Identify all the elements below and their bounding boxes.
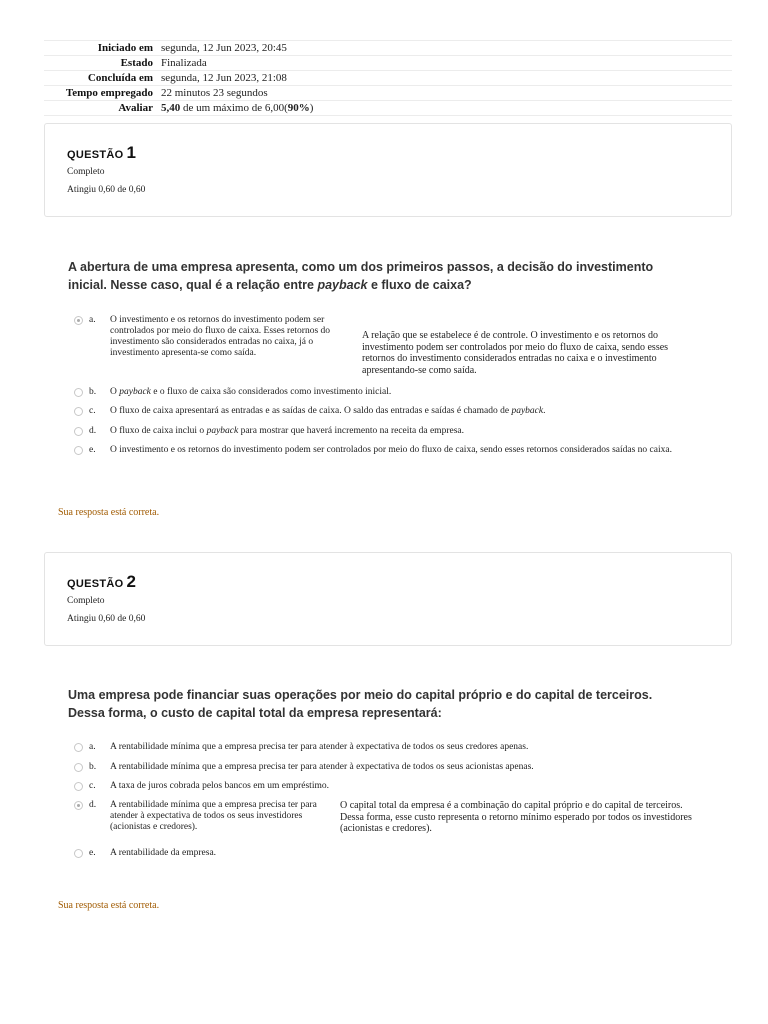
question-label: QUESTÃO	[67, 149, 124, 161]
summary-row	[44, 101, 732, 116]
question-number: 1	[126, 143, 137, 162]
grade-percent: 90%	[287, 102, 310, 114]
radio-button[interactable]	[74, 763, 83, 772]
radio-button[interactable]	[74, 388, 83, 397]
question-2-text: Uma empresa pode financiar suas operações por meio do capital próprio e do capital de terceiros. Dessa forma, o custo de capital total da empresa representará:	[68, 688, 653, 720]
question-grade: Atingiu 0,60 de 0,60	[67, 185, 146, 195]
radio-button[interactable]	[74, 446, 83, 455]
summary-value: Finalizada	[157, 56, 732, 71]
answer-text: O payback e o fluxo de caixa são considerados como investimento inicial.	[110, 387, 392, 397]
grade-max: de um máximo de 6,00(	[180, 102, 288, 114]
answer-text: A rentabilidade mínima que a empresa precisa ter para atender à expectativa de todos os seus credores apenas.	[110, 742, 529, 752]
answer-letter: e.	[89, 445, 96, 455]
summary-label: Concluída em	[44, 71, 157, 86]
summary-value: segunda, 12 Jun 2023, 20:45	[157, 41, 732, 56]
question-title	[67, 143, 136, 163]
answer-text: O investimento e os retornos do investimento podem ser controlados por meio do fluxo de caixa. Esses retornos do investimento são considerados entradas no caixa, já o investimento apresenta-se como saída.	[110, 315, 331, 358]
answer-text: A taxa de juros cobrada pelos bancos em um empréstimo.	[110, 781, 329, 791]
radio-button[interactable]	[74, 407, 83, 416]
answer-text: O investimento e os retornos do investimento podem ser controlados por meio do fluxo de caixa, sendo esses retornos considerados saídas no caixa.	[110, 445, 672, 455]
question-1-info	[44, 123, 732, 217]
summary-row	[44, 56, 732, 71]
answer-letter: c.	[89, 781, 96, 791]
question-state: Completo	[67, 167, 105, 177]
question-text-part: e fluxo de caixa?	[367, 278, 472, 292]
question-title	[67, 572, 136, 592]
summary-grade	[157, 101, 732, 116]
summary-label: Estado	[44, 56, 157, 71]
answer-letter: e.	[89, 848, 96, 858]
question-number: 2	[126, 572, 137, 591]
grade-close: )	[309, 102, 314, 114]
answer-letter: a.	[89, 315, 96, 325]
answer-letter: d.	[89, 426, 97, 436]
summary-row	[44, 41, 732, 56]
grade-score: 5,40	[161, 102, 181, 114]
radio-button[interactable]	[74, 743, 83, 752]
question-2-info	[44, 552, 732, 646]
question-grade: Atingiu 0,60 de 0,60	[67, 614, 146, 624]
summary-row	[44, 71, 732, 86]
question-text-part: A abertura de uma empresa apresenta, como um dos primeiros passos, a decisão do investimento inicial. Nesse caso, qual é a relação entre	[68, 260, 654, 292]
radio-button[interactable]	[74, 427, 83, 436]
answer-feedback: A relação que se estabelece é de controle. O investimento e os retornos do investimento podem ser controlados por meio do fluxo de caixa, sendo esses retornos do investimento considerados entradas no caixa e o investimento apresentando-se como saída.	[362, 330, 669, 376]
correct-feedback: Sua resposta está correta.	[58, 507, 160, 518]
answer-letter: a.	[89, 742, 96, 752]
question-state: Completo	[67, 596, 105, 606]
correct-feedback: Sua resposta está correta.	[58, 900, 160, 911]
summary-value: 22 minutos 23 segundos	[157, 86, 732, 101]
question-label: QUESTÃO	[67, 578, 124, 590]
attempt-summary	[44, 40, 732, 116]
summary-label: Avaliar	[44, 101, 157, 116]
summary-row	[44, 86, 732, 101]
radio-button-selected[interactable]	[74, 801, 83, 810]
summary-label: Iniciado em	[44, 41, 157, 56]
answer-text: O fluxo de caixa apresentará as entradas e as saídas de caixa. O saldo das entradas e saídas é chamado de payback.	[110, 406, 546, 416]
answer-text: O fluxo de caixa inclui o payback para mostrar que haverá incremento na receita da empresa.	[110, 426, 464, 436]
answer-letter: b.	[89, 387, 97, 397]
question-1-text	[68, 258, 688, 294]
answer-text: A rentabilidade mínima que a empresa precisa ter para atender à expectativa de todos os seus investidores (acionistas e credores).	[110, 800, 317, 832]
answer-letter: d.	[89, 800, 97, 810]
answer-feedback: O capital total da empresa é a combinação do capital próprio e do capital de terceiros. Dessa forma, esse custo representa o retorno mínimo esperado por todos os investidores (acionistas e credores).	[340, 800, 692, 834]
radio-button[interactable]	[74, 849, 83, 858]
answer-text: A rentabilidade mínima que a empresa precisa ter para atender à expectativa de todos os seus acionistas apenas.	[110, 762, 534, 772]
question-text-italic: payback	[317, 278, 368, 292]
summary-value: segunda, 12 Jun 2023, 21:08	[157, 71, 732, 86]
answer-text: A rentabilidade da empresa.	[110, 848, 217, 858]
summary-label: Tempo empregado	[44, 86, 157, 101]
answer-letter: b.	[89, 762, 97, 772]
radio-button[interactable]	[74, 782, 83, 791]
radio-button-selected[interactable]	[74, 316, 83, 325]
answer-letter: c.	[89, 406, 96, 416]
